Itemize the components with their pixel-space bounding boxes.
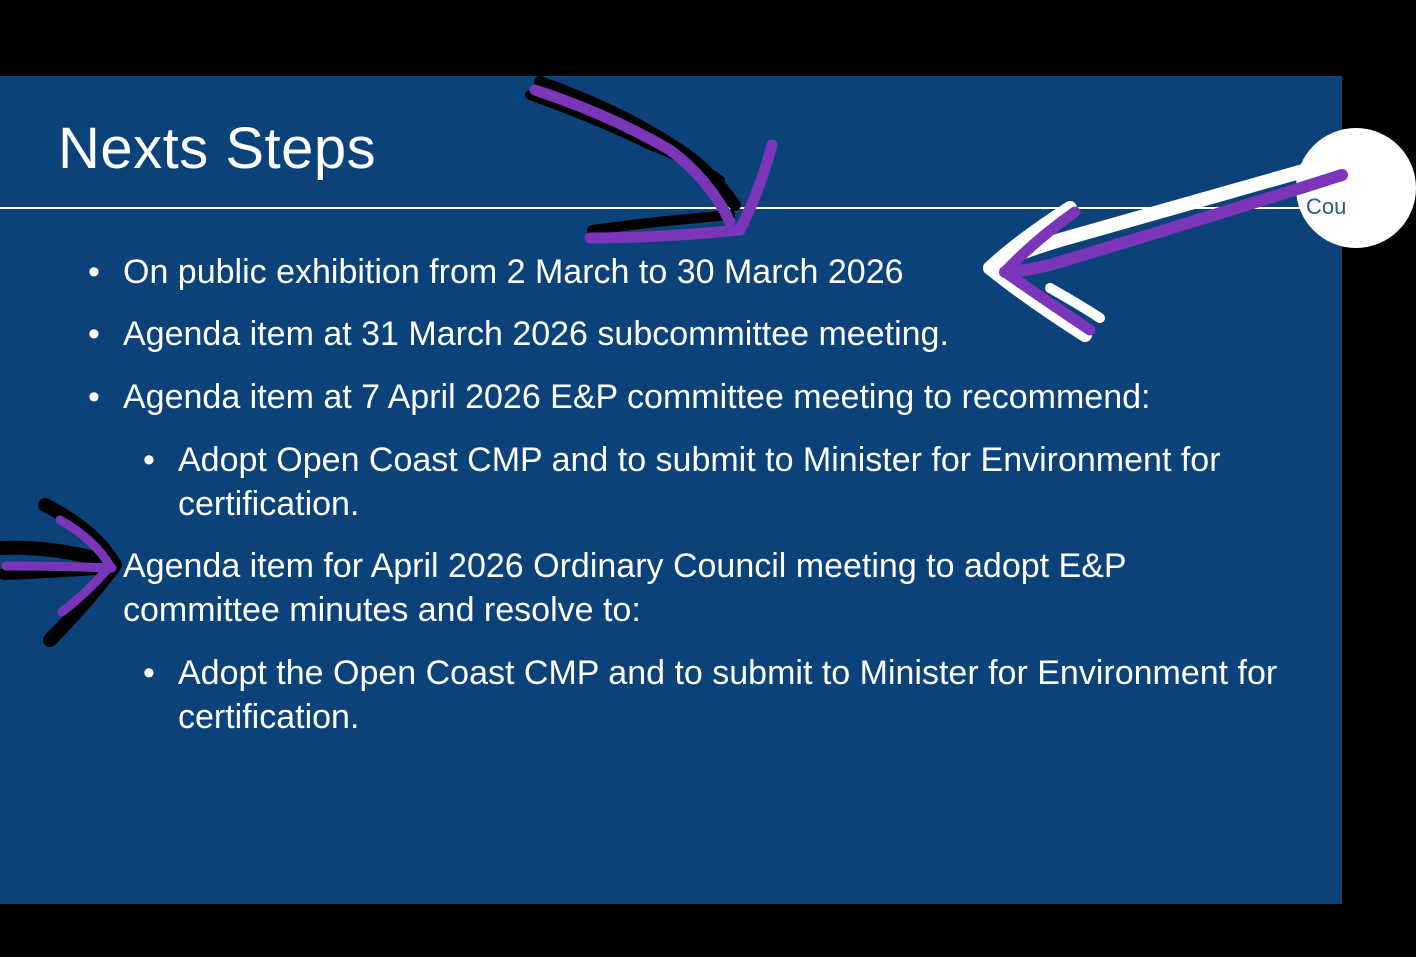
bullet-item — [88, 250, 1263, 294]
bullet-marker: • — [143, 441, 155, 479]
sub-bullet-item — [143, 438, 1308, 526]
bullet-text: On public exhibition from 2 March to 30 March 2026 — [123, 253, 904, 291]
bullet-marker: • — [143, 654, 155, 692]
logo-text: Cou — [1306, 194, 1347, 219]
bullet-item — [88, 375, 1263, 419]
bullet-marker: • — [88, 378, 100, 416]
title-divider — [0, 207, 1342, 209]
bullet-item — [88, 312, 1263, 356]
bullet-item — [123, 544, 1263, 632]
sub-bullet-item — [143, 651, 1308, 739]
bullet-text: Agenda item at 31 March 2026 subcommittee meeting. — [123, 315, 949, 353]
slide-title: Nexts Steps — [58, 116, 377, 181]
bullet-marker: • — [88, 253, 100, 291]
bullet-marker: • — [88, 315, 100, 353]
bullet-text: Adopt Open Coast CMP and to submit to Minister for Environment for certification. — [178, 441, 1221, 523]
presentation-slide — [0, 76, 1347, 904]
council-logo — [1296, 128, 1416, 248]
bullet-text: Adopt the Open Coast CMP and to submit to Minister for Environment for certification. — [178, 654, 1278, 736]
bullet-text: Agenda item for April 2026 Ordinary Council meeting to adopt E&P committee minutes and resolve to: — [123, 547, 1126, 629]
bullet-text: Agenda item at 7 April 2026 E&P committee meeting to recommend: — [123, 378, 1151, 416]
